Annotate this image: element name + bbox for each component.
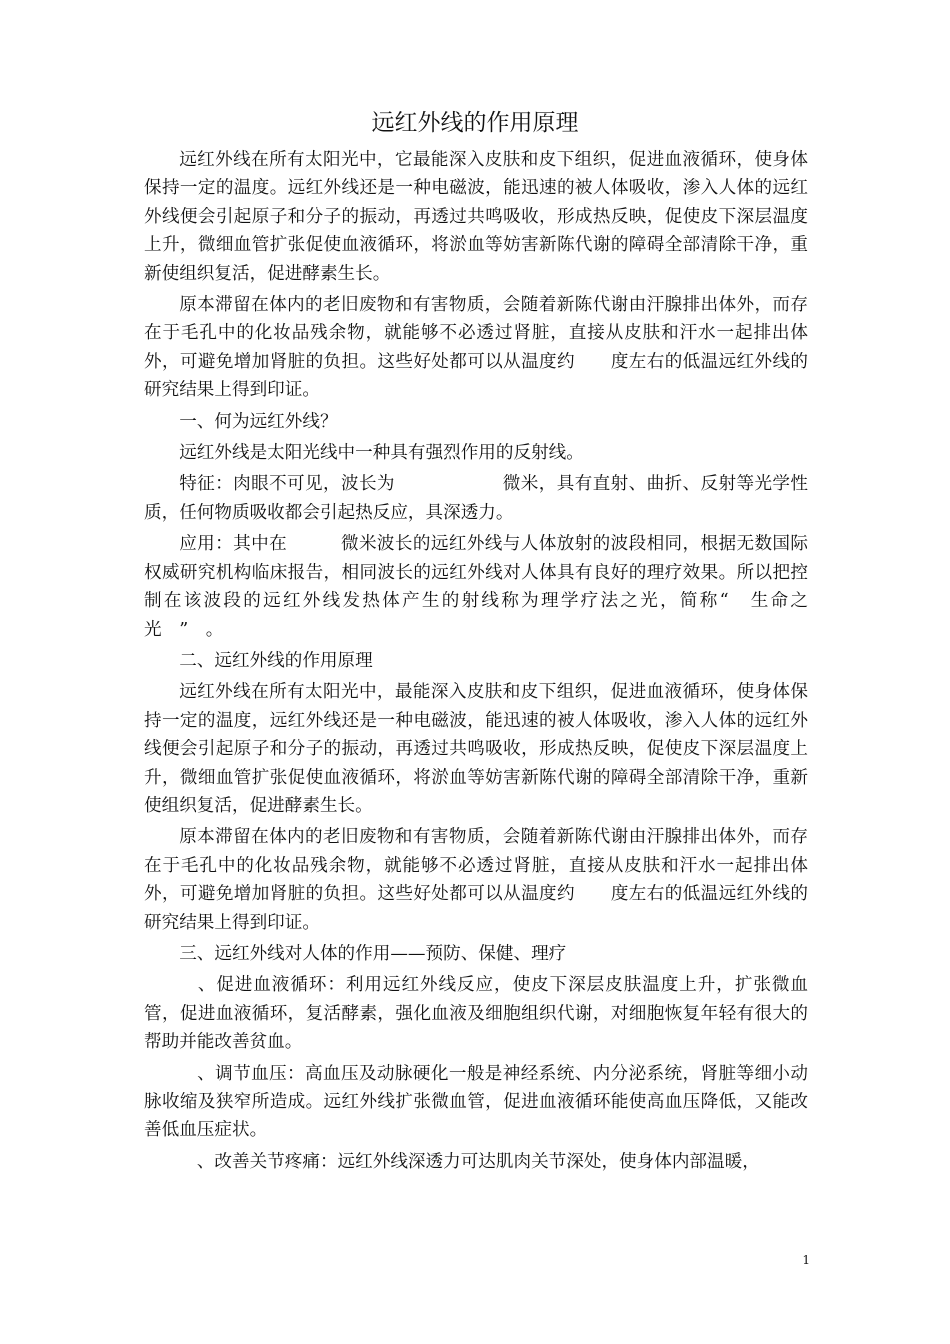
paragraph-application: 应用：其中在 微米波长的远红外线与人体放射的波段相同，根据无数国际权威研究机构临床报告，相同波长的远红外线对人体具有良好的理疗效果。所以把控制在该波段的远红外线发热体产生的射线称为理学疗法之光，简称“ 生命之光 ” 。 bbox=[144, 534, 808, 640]
document-body bbox=[144, 146, 808, 1176]
paragraph-waste-excretion: 原本滞留在体内的老旧废物和有害物质，会随着新陈代谢由汗腺排出体外，而存在于毛孔中的化妆品残余物，就能够不必透过肾脏，直接从皮肤和汗水一起排出体外，可避免增加肾脏的负担。这些好处都可以从温度约 度左右的低温远红外线的研究结果上得到印证。 bbox=[144, 295, 808, 401]
list-item-circulation: 、促进血液循环：利用远红外线反应，使皮下深层皮肤温度上升，扩张微血管，促进血液循环，复活酵素，强化血液及细胞组织代谢，对细胞恢复年轻有很大的帮助并能改善贫血。 bbox=[144, 975, 808, 1053]
paragraph-principle: 远红外线在所有太阳光中，最能深入皮肤和皮下组织，促进血液循环，使身体保持一定的温度，远红外线还是一种电磁波，能迅速的被人体吸收，渗入人体的远红外线便会引起原子和分子的振动，再透过共鸣吸收，形成热反映，促使皮下深层温度上升，微细血管扩张促使血液循环，将淤血等妨害新陈代谢的障碍全部清除干净，重新使组织复活，促进酵素生长。 bbox=[144, 682, 808, 816]
section-heading-3: 三、远红外线对人体的作用——预防、保健、理疗 bbox=[179, 943, 567, 964]
paragraph-features: 特征：肉眼不可见，波长为 微米，具有直射、曲折、反射等光学性质，任何物质吸收都会引起热反应，具深透力。 bbox=[144, 474, 808, 523]
section-heading-2: 二、远红外线的作用原理 bbox=[179, 650, 373, 671]
paragraph-waste-excretion-2: 原本滞留在体内的老旧废物和有害物质，会随着新陈代谢由汗腺排出体外，而存在于毛孔中的化妆品残余物，就能够不必透过肾脏，直接从皮肤和汗水一起排出体外，可避免增加肾脏的负担。这些好处都可以从温度约 度左右的低温远红外线的研究结果上得到印证。 bbox=[144, 827, 808, 933]
page-number: 1 bbox=[802, 1253, 810, 1267]
section-heading-1: 一、何为远红外线？ bbox=[179, 411, 338, 432]
document-title: 远红外线的作用原理 bbox=[371, 110, 579, 136]
list-item-joint-pain: 、改善关节疼痛：远红外线深透力可达肌肉关节深处，使身体内部温暖， bbox=[179, 1151, 760, 1172]
list-item-blood-pressure: 、调节血压：高血压及动脉硬化一般是神经系统、内分泌系统，肾脏等细小动脉收缩及狭窄所造成。远红外线扩张微血管，促进血液循环能使高血压降低，又能改善低血压症状。 bbox=[144, 1063, 808, 1141]
paragraph-definition: 远红外线是太阳光线中一种具有强烈作用的反射线。 bbox=[179, 443, 584, 464]
paragraph-intro: 远红外线在所有太阳光中，它最能深入皮肤和皮下组织，促进血液循环，使身体保持一定的温度。远红外线还是一种电磁波，能迅速的被人体吸收，渗入人体的远红外线便会引起原子和分子的振动，再透过共鸣吸收，形成热反映，促使皮下深层温度上升，微细血管扩张促使血液循环，将淤血等妨害新陈代谢的障碍全部清除干净，重新使组织复活，促进酵素生长。 bbox=[144, 150, 808, 284]
